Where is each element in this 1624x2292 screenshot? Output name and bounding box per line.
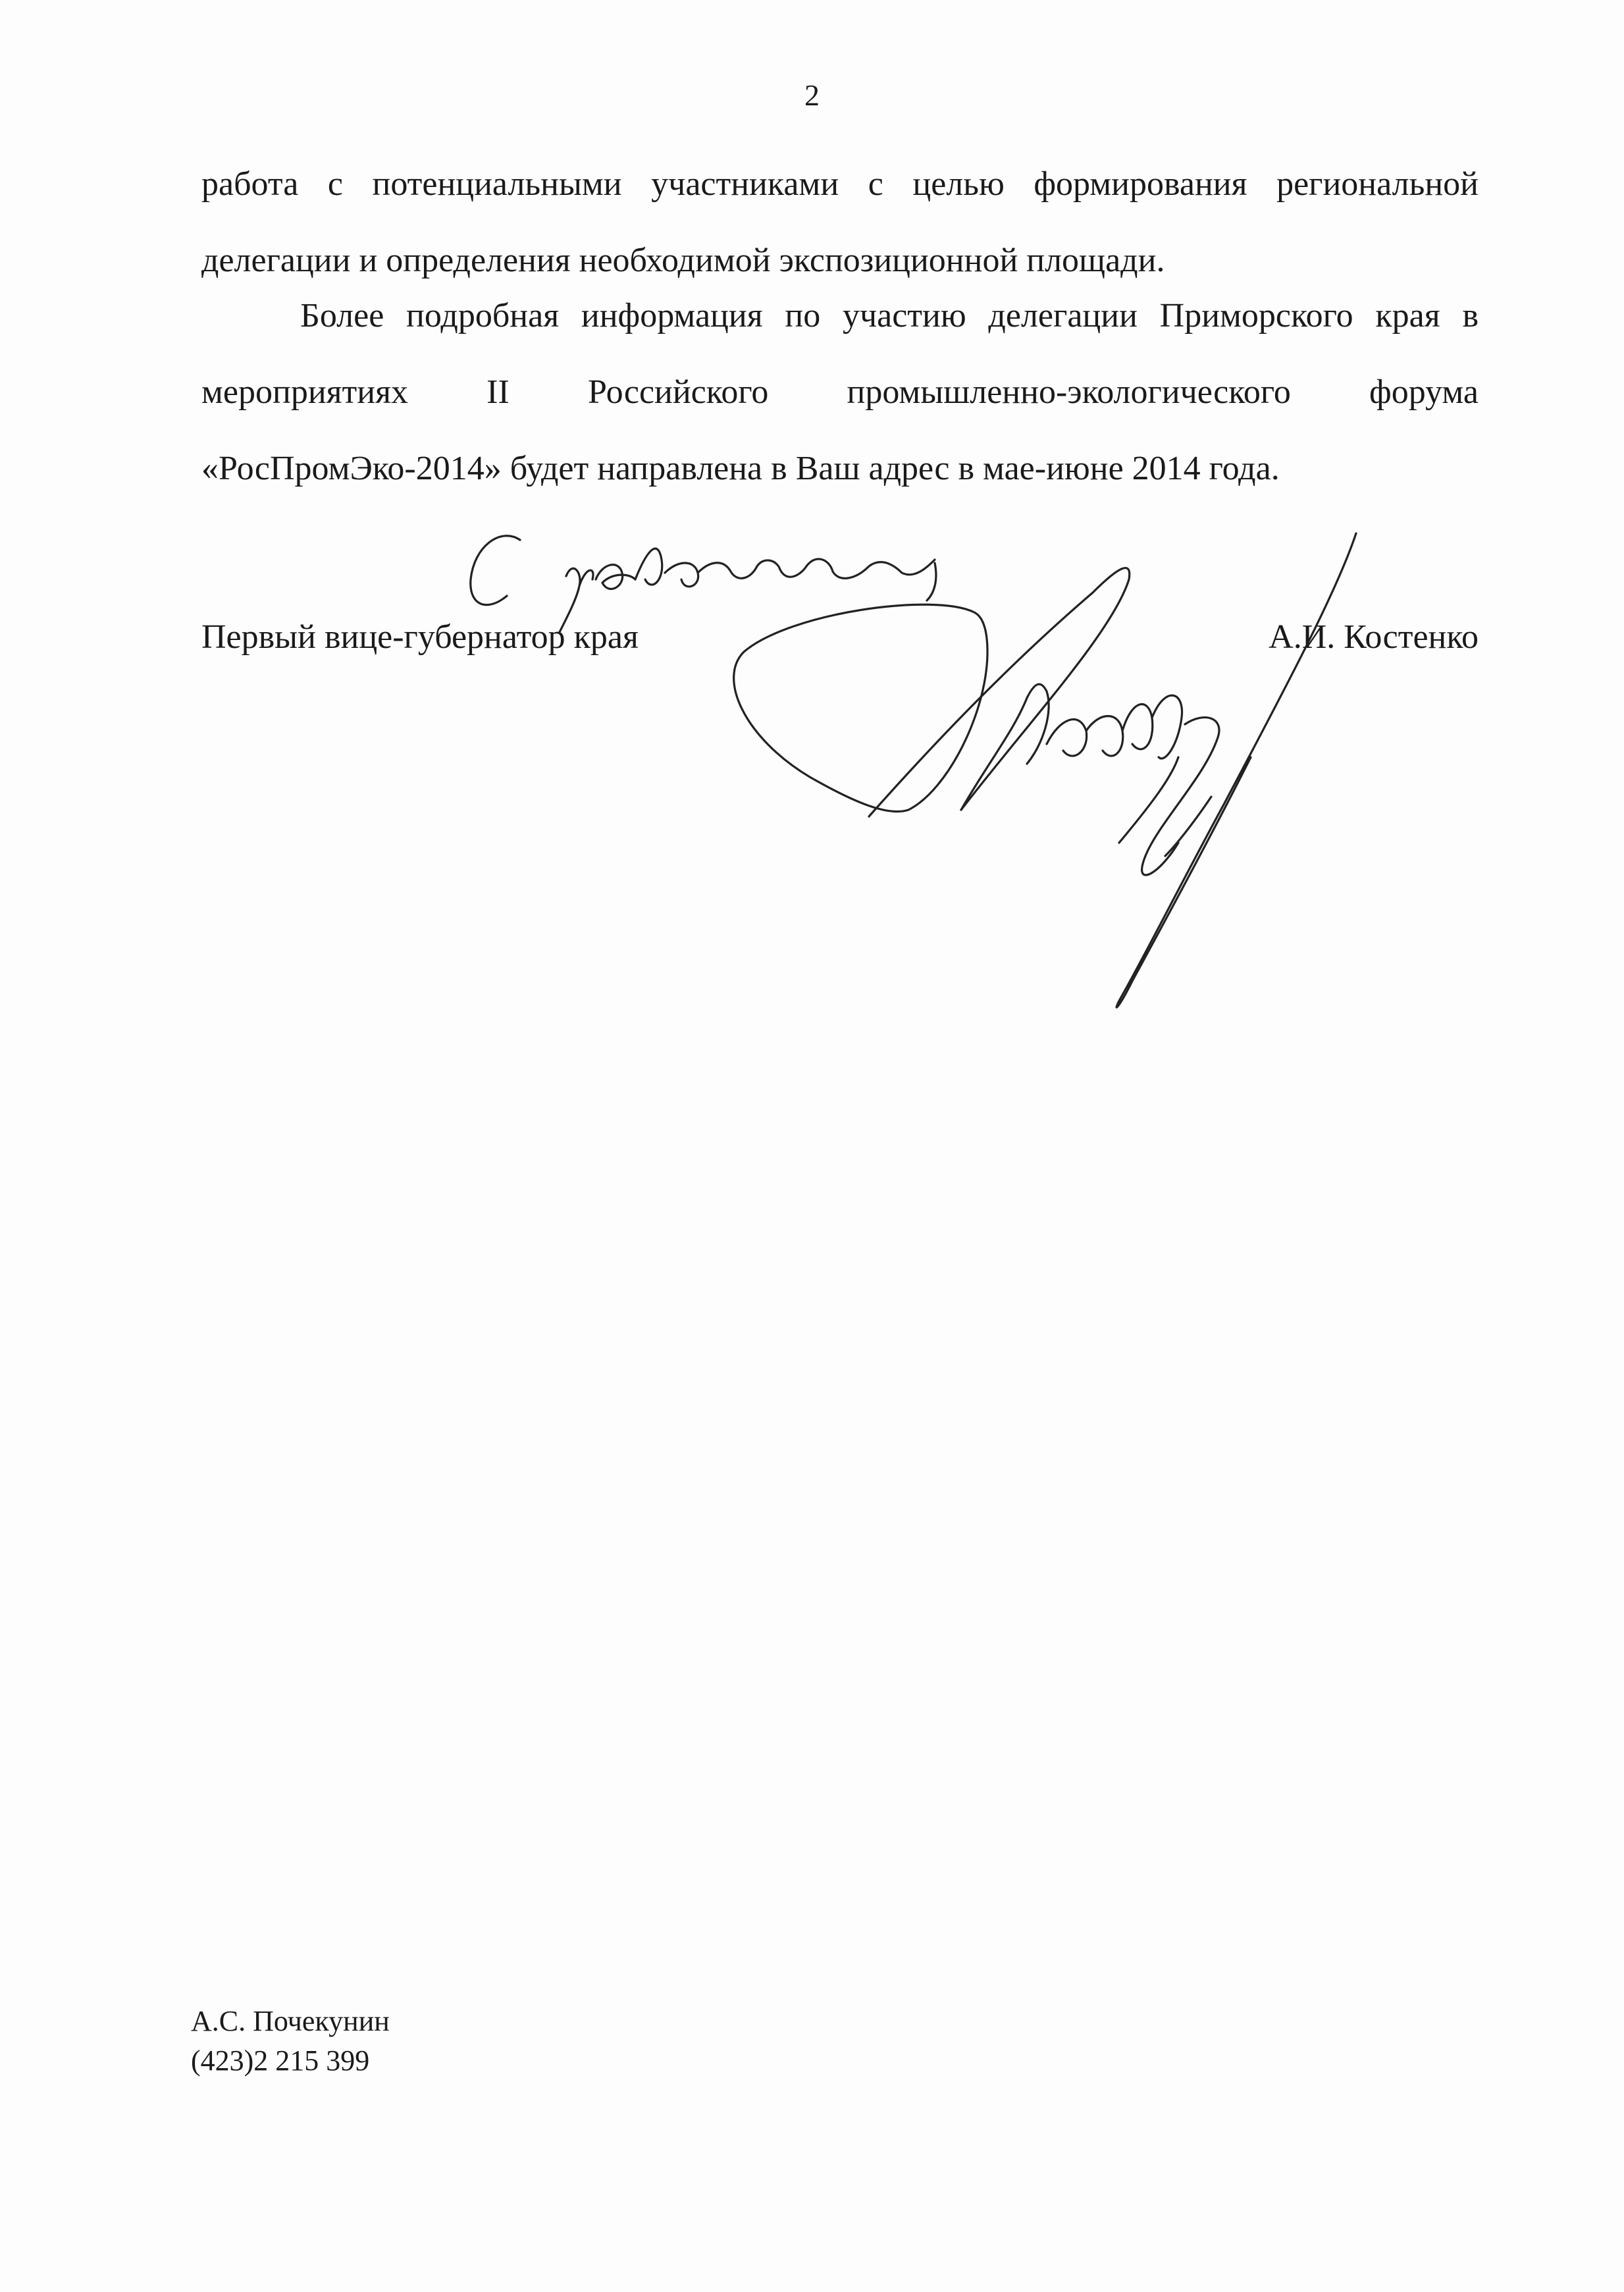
handwritten-greeting-comma bbox=[927, 563, 936, 600]
handwritten-greeting-stroke-4 bbox=[635, 548, 662, 585]
paragraph-2 bbox=[201, 278, 1479, 507]
signature-letters bbox=[961, 684, 1182, 810]
signatory-name: А.И. Костенко bbox=[1269, 618, 1479, 656]
signature-tail bbox=[1142, 718, 1219, 875]
executor-name: А.С. Почекунин bbox=[191, 2005, 390, 2037]
paragraph-1-text: работа с потенциальными участниками с целью формирования региональной делегации и определения необходимой экспозиционной площади. bbox=[201, 165, 1479, 279]
handwritten-greeting-stroke-5 bbox=[665, 559, 935, 587]
handwritten-greeting-stroke-3 bbox=[596, 565, 635, 589]
executor-footer bbox=[191, 2002, 390, 2081]
handwritten-greeting-stroke bbox=[471, 536, 520, 605]
paragraph-2-text: Более подробная информация по участию делегации Приморского края в мероприятиях II Российского промышленно-экологического форума «РосПромЭко-2014» будет направлена в Ваш адрес в мае-июне 2014 года. bbox=[201, 297, 1479, 487]
page-number: 2 bbox=[804, 78, 820, 112]
executor-phone: (423)2 215 399 bbox=[191, 2044, 370, 2077]
signatory-position: Первый вице-губернатор края bbox=[201, 618, 639, 656]
signature-block bbox=[201, 611, 1479, 664]
signature-slash bbox=[869, 568, 1130, 816]
paragraph-1 bbox=[201, 146, 1479, 299]
signature-hook bbox=[1119, 757, 1211, 856]
signature-long-stroke bbox=[1116, 533, 1356, 1007]
